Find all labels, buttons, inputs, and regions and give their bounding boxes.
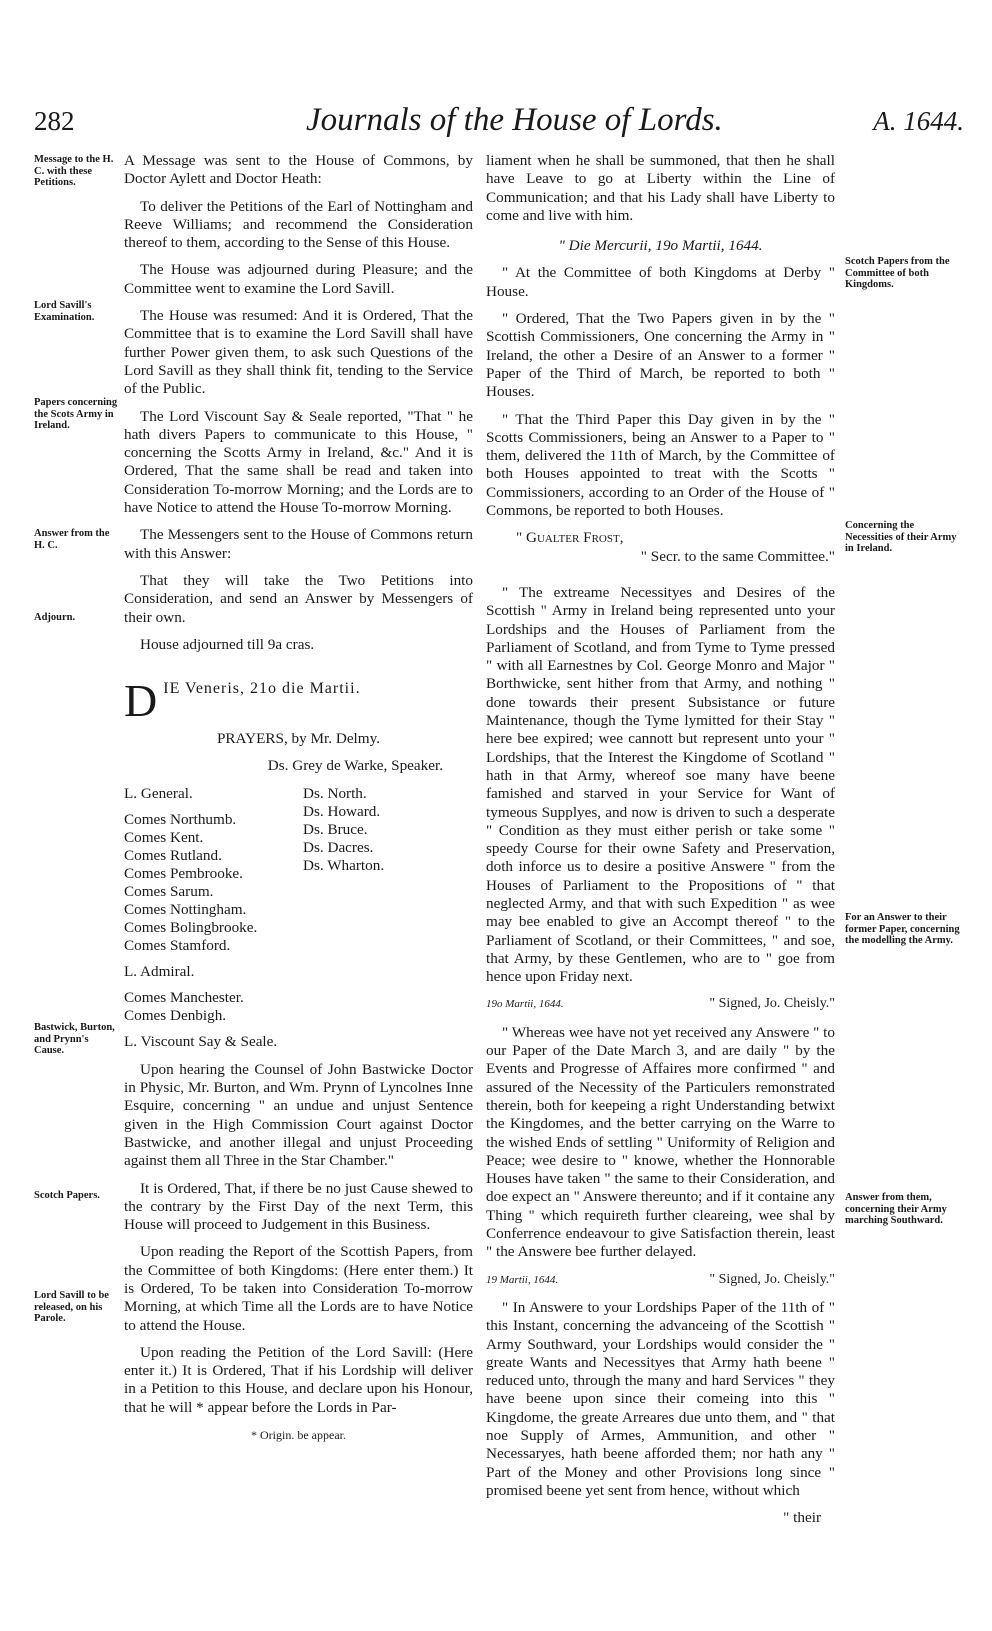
date-heading (124, 680, 473, 720)
paragraph: The Lord Viscount Say & Seale reported, "That " he hath divers Papers to communicate to this House, " concerning the Scotts Army in Ireland, &c." And it is Ordered, That the same shall be read and taken into Consideration To-morrow Morning; and the Lords are to have Notice to attend the House To-morrow Morning. (124, 407, 473, 517)
signature-name: " Signed, Jo. Cheisly." (709, 1271, 835, 1287)
prayers-line: PRAYERS, by Mr. Delmy. (216, 730, 380, 748)
margin-note: Papers concerning the Scots Army in Ireland. (34, 397, 118, 431)
paragraph: House adjourned till 9a cras. (140, 635, 315, 653)
page-header (34, 102, 964, 146)
margin-note: Concerning the Necessities of their Army in Ireland. (845, 520, 957, 554)
peer-name: Comes Nottingham. (124, 900, 247, 918)
attendance-left (124, 785, 294, 1051)
paragraph: A Message was sent to the House of Commons, by Doctor Aylett and Doctor Heath: (124, 152, 473, 188)
left-column (124, 152, 473, 1453)
date-line: " Die Mercurii, 19o Martii, 1644. (558, 237, 763, 255)
attendance-right (303, 785, 473, 1051)
peer-name: Comes Rutland. (124, 846, 222, 864)
signature-block (486, 995, 835, 1013)
drop-cap: D (124, 680, 158, 721)
peer-name: Comes Bolingbrooke. (124, 918, 258, 936)
paragraph: The House was resumed: And it is Ordered, That the Committee that is to examine the Lord Savill shall have further Power given them, to ask such Questions of the Lord Savill as they shall think fit, tending to the Service of the Public. (124, 307, 473, 398)
peer-name: Ds. North. (303, 784, 367, 802)
page-number: 282 (34, 106, 75, 136)
peer-name: L. General. (124, 784, 193, 802)
margin-note: Bastwick, Burton, and Prynn's Cause. (34, 1022, 115, 1056)
peer-name: Ds. Bruce. (303, 820, 368, 838)
signature-name: " Signed, Jo. Cheisly." (709, 996, 835, 1012)
peer-name: Comes Pembrooke. (124, 864, 243, 882)
signature-block (486, 1271, 835, 1289)
peer-name: Comes Kent. (124, 828, 204, 846)
paragraph: " In Answere to your Lordships Paper of the 11th of " this Instant, concerning the advanceing of the Scottish " Army Southward, your Lordships would consider the " greate Wants and Necessityes that Army hath beene " reduced unto, through the many and hard Services " they have beene upon since their comeing into this " Kingdome, the greate Arreares due unto them, and " that noe Supply of Armes, Ammunition, and other " Necessaryes, hath beene afforded them; nor hath any " Part of the Money and other Provisions long since " promised beene yet sent from hence, without which (486, 1298, 835, 1499)
peer-name: L. Viscount Say & Seale. (124, 1032, 278, 1050)
speaker-line: Ds. Grey de Warke, Speaker. (267, 757, 443, 775)
catchword: " their (783, 1509, 821, 1527)
paragraph: " The extreame Necessityes and Desires of the Scottish " Army in Ireland being represented unto your Lordships and the Houses of Parliament from the Parliament of Scotland, and from Tyme to Tyme pressed " with all Earnestnes by Col. George Monro and Major " Borthwicke, sent hither from that Army, and nothing " done towards their present Subsistance or future Maintenance, though the Tyme lymitted for their Stay " here bee expired; wee cannott but represent unto your " Lordships, that the Interest the Kingdome of Scotland " hath in that Army, whereof soe many have beene famished and starved in your Service for Want of tymeous Supplyes, and now is driven to such a desperate " Condition as they must either perish or take some " speedy Course for their owne Safety and Preservation, doth inforce us to desire a positive Answere " from the Houses of Parliament to the Propositions of " that neglected Army, and that with such Expedition " as wee may bee enabled to give an Accompt thereof " to the Parliament of Scotland, or their Committees, " and soe, that Army, by these Gentlemen, who are to " goe from hence upon Friday next. (486, 583, 835, 986)
margin-note: Lord Savill's Examination. (34, 300, 95, 323)
margin-note: Scotch Papers. (34, 1190, 100, 1201)
peer-name: Comes Sarum. (124, 882, 214, 900)
margin-note: Lord Savill to be released, on his Parole. (34, 1290, 109, 1324)
margin-note: For an Answer to their former Paper, concerning the modelling the Army. (845, 912, 960, 946)
journal-title: Journals of the House of Lords. (306, 102, 723, 138)
margin-note: Message to the H. C. with these Petitions. (34, 154, 114, 188)
peer-name: Ds. Dacres. (303, 838, 374, 856)
date-text: IE Veneris, 21o die Martii. (163, 680, 361, 698)
peer-name: Ds. Wharton. (303, 856, 385, 874)
margin-note: Scotch Papers from the Committee of both Kingdoms. (845, 256, 950, 290)
paragraph: liament when he shall be summoned, that then he shall have Leave to go at Liberty within the Line of Communication; and that his Lady shall have Liberty to come and live with him. (486, 152, 835, 224)
peer-name: Comes Manchester. (124, 988, 244, 1006)
signature-date: 19o Martii, 1644. (486, 998, 564, 1011)
attendance-list (124, 785, 473, 1051)
margin-note: Adjourn. (34, 612, 76, 623)
peer-name: L. Admiral. (124, 962, 195, 980)
signature-name: " Gualter Frost, (516, 529, 624, 547)
margin-note: Answer from the H. C. (34, 528, 110, 551)
signature-title: " Secr. to the same Committee." (640, 547, 835, 565)
paragraph: Upon reading the Report of the Scottish Papers, from the Committee of both Kingdoms: (Here enter them.) It is Ordered, To be taken into Consideration To-morrow Morning, at which Time all the Lords are to have Notice to attend the House. (124, 1243, 473, 1334)
paragraph: " That the Third Paper this Day given in by the " Scotts Commissioners, being an Answer to a Paper to " them, delivered the 11th of March, by the Committee of both Houses appointed to treat with the Scotts " Commissioners, according to an Order of the House of " Commons, be reported to both Houses. (486, 410, 835, 520)
paragraph: To deliver the Petitions of the Earl of Nottingham and Reeve Williams; and recommend the Consideration thereof to them, according to the Sense of this House. (124, 197, 473, 252)
paragraph: That they will take the Two Petitions into Consideration, and send an Answer by Messengers of their own. (124, 571, 473, 626)
margin-note: Answer from them, concerning their Army marching Southward. (845, 1192, 947, 1226)
right-column (486, 152, 835, 1536)
paragraph: " At the Committee of both Kingdoms at Derby " House. (486, 264, 835, 300)
peer-name: Comes Northumb. (124, 810, 237, 828)
peer-name: Comes Stamford. (124, 936, 231, 954)
peer-name: Ds. Howard. (303, 802, 381, 820)
paragraph: " Whereas wee have not yet received any Answere " to our Paper of the Date March 3, and are daily " by the Events and Progresse of Affaires more confirmed " and assured of the Necessity of the Particulers remonstrated therein, both for keepeing a right Understanding betwixt the Kingdomes, and the better carrying on the Warre to the wished Ends of settling " Uniformity of Religion and Peace; wee desire to " knowe, whether the Honnorable Houses have taken " the same to their Consideration, and doe expect an " Answere thereunto; and if it containe any Thing " which requireth further cleareing, wee shal by Conferrence endeavour to give Satisfaction therein, least " the Answere bee further delayed. (486, 1023, 835, 1261)
peer-name: Comes Denbigh. (124, 1006, 227, 1024)
paragraph: The Messengers sent to the House of Commons return with this Answer: (124, 526, 473, 562)
signature-date: 19 Martii, 1644. (486, 1273, 559, 1286)
paragraph: The House was adjourned during Pleasure; and the Committee went to examine the Lord Savill. (124, 261, 473, 297)
year-label: A. 1644. (873, 106, 964, 136)
paragraph: " Ordered, That the Two Papers given in by the " Scottish Commissioners, One concerning the Army in " Ireland, the other a Desire of an Answer to a former " Paper of the Third of March, be reported to both " Houses. (486, 310, 835, 401)
paragraph: It is Ordered, That, if there be no just Cause shewed to the contrary by the First Day of the next Term, this House will proceed to Judgement in this Business. (124, 1179, 473, 1234)
footnote: * Origin. be appear. (251, 1428, 346, 1443)
paragraph: Upon reading the Petition of the Lord Savill: (Here enter it.) It is Ordered, That if his Lordship will deliver in a Petition to this House, and declare upon his Honour, that he will * appear before the Lords in Par- (124, 1343, 473, 1416)
paragraph: Upon hearing the Counsel of John Bastwicke Doctor in Physic, Mr. Burton, and Wm. Prynn of Lyncolnes Inne Esquire, concerning " an undue and unjust Sentence given in the High Commission Court against Doctor Bastwicke, and another illegal and unjust Proceeding against them all Three in the Star Chamber." (124, 1060, 473, 1170)
